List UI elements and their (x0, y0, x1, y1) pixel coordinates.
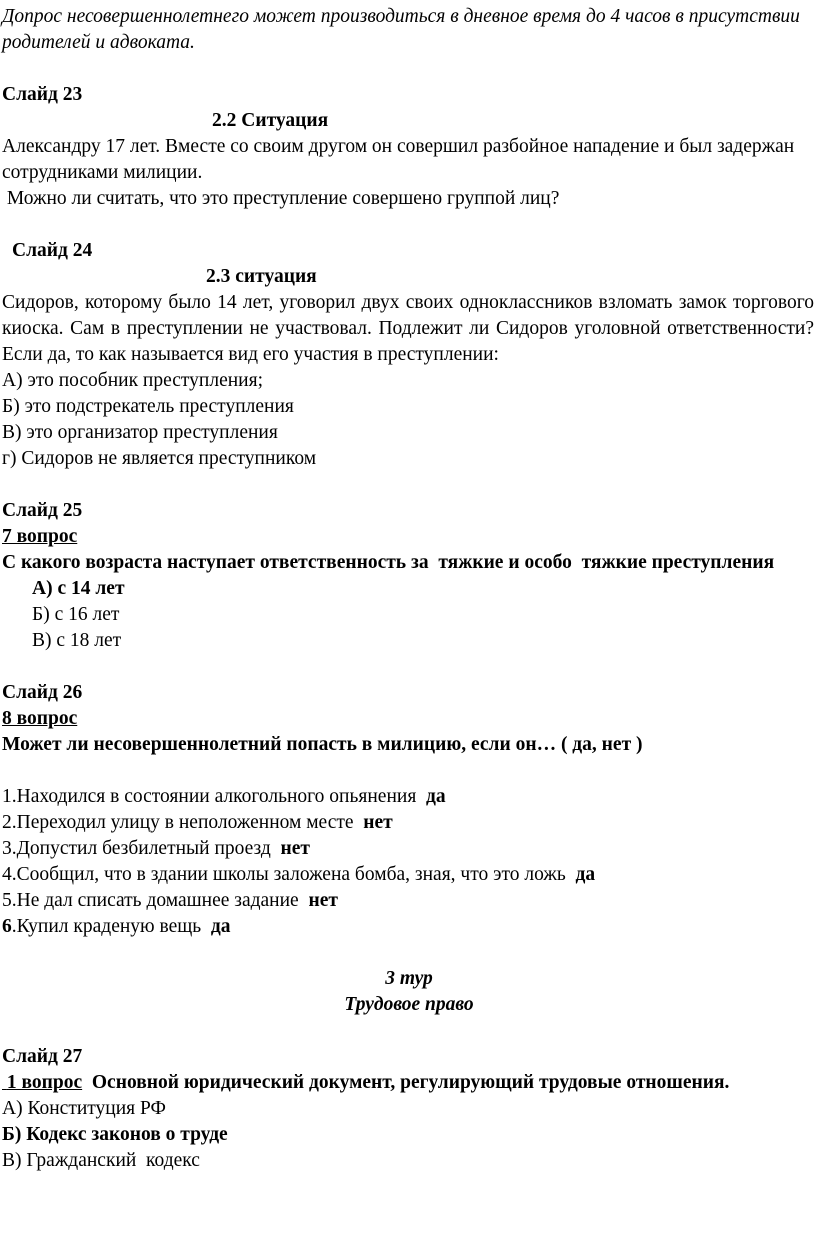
slide-26-item-2: 2.Переходил улицу в неположенном месте нет (2, 812, 393, 833)
round-3-title: 3 тур (385, 968, 433, 989)
slide-25-option-c: В) с 18 лет (32, 630, 122, 651)
slide-23-question: Можно ли считать, что это преступление совершено группой лиц? (2, 188, 560, 209)
intro-note: Допрос несовершеннолетнего может производиться в дневное время до 4 часов в присутствии родителей и адвоката. (2, 6, 800, 53)
round-3-subtitle: Трудовое право (344, 994, 474, 1015)
slide-27-question-number: 1 вопрос (2, 1072, 83, 1093)
slide-27-option-c: В) Гражданский кодекс (2, 1150, 200, 1171)
answer-label: да (426, 786, 446, 807)
slide-26-item-6: 6.Купил краденую вещь да (2, 916, 231, 937)
slide-23-situation-title: 2.2 Ситуация (212, 110, 329, 131)
slide-26-question-number: 8 вопрос (2, 708, 78, 729)
slide-26-title: Слайд 26 (2, 682, 83, 703)
slide-24-title: Слайд 24 (12, 240, 93, 261)
slide-25-option-b: Б) с 16 лет (32, 604, 120, 625)
slide-23-text: Александру 17 лет. Вместе со своим другом он совершил разбойное нападение и был задержан сотрудниками милиции. (2, 136, 795, 183)
slide-25-question: С какого возраста наступает ответственность за тяжкие и особо тяжкие преступления (2, 552, 775, 573)
answer-label: да (210, 916, 231, 937)
slide-27-question-line (0, 1070, 816, 1096)
slide-24-situation-title: 2.3 ситуация (206, 266, 317, 287)
answer-label: да (575, 864, 596, 885)
answer-label: нет (280, 838, 311, 859)
slide-27-option-a: А) Конституция РФ (2, 1098, 166, 1119)
slide-24-option-a: А) это пособник преступления; (2, 370, 264, 391)
slide-27-option-b: Б) Кодекс законов о труде (2, 1124, 228, 1145)
slide-26-item-1: 1.Находился в состоянии алкогольного опьянения да (2, 786, 446, 807)
slide-24-text: Сидоров, которому было 14 лет, уговорил двух своих одноклассников взломать замок торгового киоска. Сам в преступлении не участвовал. Подлежит ли Сидоров уголовной ответственности? Если да, то как называется вид его участия в преступлении: (2, 292, 814, 365)
slide-23-title: Слайд 23 (2, 84, 83, 105)
slide-25-title: Слайд 25 (2, 500, 83, 521)
answer-label: нет (308, 890, 338, 911)
slide-26-item-3: 3.Допустил безбилетный проезд нет (2, 838, 311, 859)
slide-25-question-number: 7 вопрос (2, 526, 78, 547)
slide-25-option-a: А) с 14 лет (32, 578, 125, 599)
slide-27-question: Основной юридический документ, регулирующий трудовые отношения. (82, 1072, 730, 1093)
slide-24-option-d: г) Сидоров не является преступником (2, 448, 317, 469)
slide-26-item-4: 4.Сообщил, что в здании школы заложена бомба, зная, что это ложь да (2, 864, 596, 885)
slide-24-option-c: В) это организатор преступления (2, 422, 278, 443)
slide-24-option-b: Б) это подстрекатель преступления (2, 396, 294, 417)
answer-label: нет (363, 812, 393, 833)
slide-26-item-5: 5.Не дал списать домашнее задание нет (2, 890, 338, 911)
slide-27-title: Слайд 27 (2, 1046, 83, 1067)
slide-26-question: Может ли несовершеннолетний попасть в милицию, если он… ( да, нет ) (2, 734, 643, 755)
